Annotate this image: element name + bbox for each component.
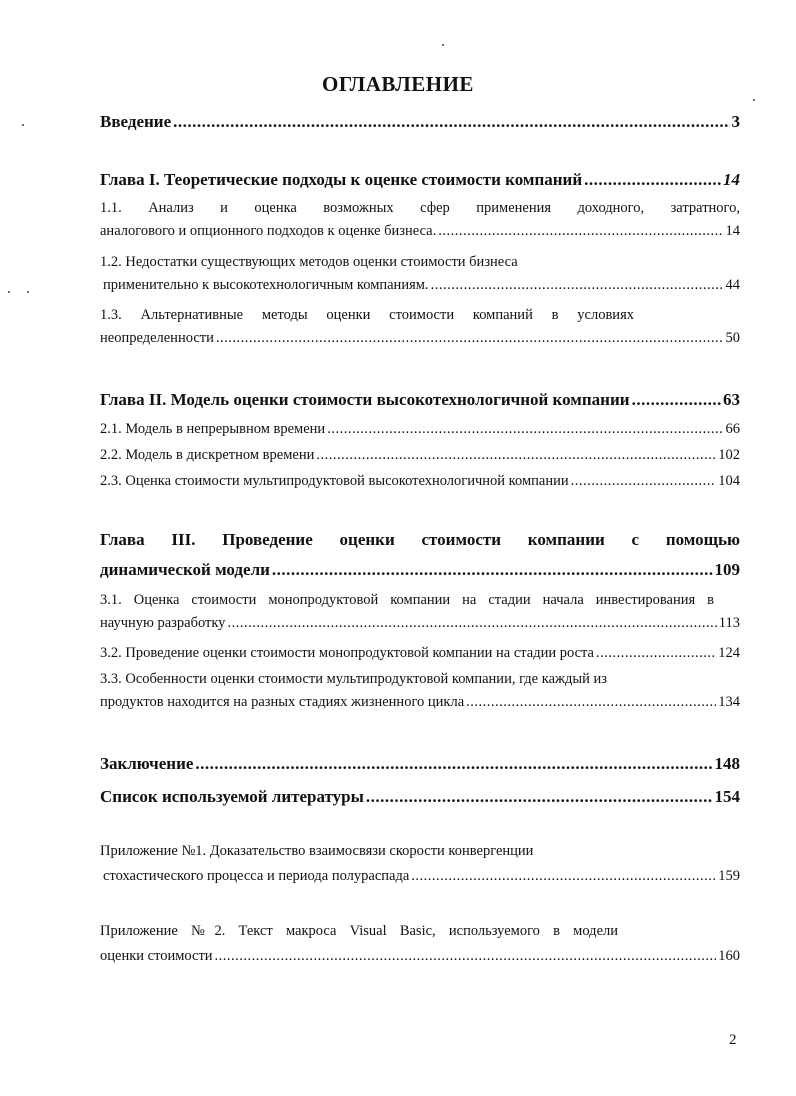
- dot-leader: [216, 330, 724, 347]
- toc-section-2-2-page: 102: [718, 447, 740, 463]
- dot-leader: [272, 560, 713, 580]
- toc-section-3-2-text: 3.2. Проведение оценки стоимости монопродуктовой компании на стадии роста: [100, 645, 594, 661]
- toc-references-label: Список используемой литературы: [100, 787, 364, 806]
- toc-appendix-2-line2: оценки стоимости: [100, 948, 213, 964]
- toc-section-1-2-line1: 1.2. Недостатки существующих методов оценки стоимости бизнеса: [100, 254, 518, 270]
- toc-chapter-3-line2: динамической модели: [100, 560, 270, 579]
- scan-speck: [8, 291, 10, 293]
- dot-leader: [215, 948, 717, 965]
- toc-chapter-1-page: 14: [723, 170, 740, 189]
- toc-section-2-1-text: 2.1. Модель в непрерывном времени: [100, 421, 326, 437]
- toc-appendix-2-line1: Приложение №2. Текст макроса Visual Basic, используемого в модели: [100, 923, 618, 939]
- toc-section-2-3-page: 104: [718, 473, 740, 489]
- toc-references-page: 154: [714, 787, 740, 806]
- toc-chapter-3[interactable]: [100, 530, 740, 580]
- toc-conclusion[interactable]: [100, 754, 740, 774]
- toc-section-1-2-line2: применительно к высокотехнологичным компаниям.: [103, 277, 429, 293]
- toc-references[interactable]: [100, 787, 740, 807]
- toc-section-3-1-line1: 3.1. Оценка стоимости монопродуктовой компании на стадии начала инвестирования в: [100, 592, 714, 608]
- toc-appendix-1[interactable]: [100, 843, 740, 885]
- toc-section-2-3[interactable]: [100, 473, 740, 490]
- dot-leader: [596, 645, 716, 662]
- toc-section-3-2[interactable]: [100, 645, 740, 662]
- toc-section-2-2-text: 2.2. Модель в дискретном времени: [100, 447, 315, 463]
- toc-intro-page: 3: [731, 112, 740, 131]
- toc-appendix-1-line1: Приложение №1. Доказательство взаимосвязи скорости конвергенции: [100, 843, 534, 859]
- toc-section-1-1-page: 14: [725, 223, 740, 239]
- toc-section-2-3-text: 2.3. Оценка стоимости мультипродуктовой высокотехнологичной компании: [100, 473, 569, 489]
- toc-intro-label: Введение: [100, 112, 172, 131]
- toc-appendix-1-page: 159: [718, 868, 740, 884]
- toc-section-1-1[interactable]: [100, 200, 740, 240]
- toc-section-3-1[interactable]: [100, 592, 740, 632]
- toc-section-1-1-line1: 1.1. Анализ и оценка возможных сфер применения доходного, затратного,: [100, 200, 740, 216]
- dot-leader: [173, 112, 729, 132]
- toc-section-3-3-line1: 3.3. Особенности оценки стоимости мультипродуктовой компании, где каждый из: [100, 671, 608, 687]
- toc-appendix-2[interactable]: [100, 923, 740, 965]
- toc-section-3-3-line2: продуктов находится на разных стадиях жизненного цикла: [100, 694, 465, 710]
- dot-leader: [411, 868, 716, 885]
- dot-leader: [466, 694, 716, 711]
- toc-chapter-2-page: 63: [723, 390, 740, 409]
- dot-leader: [195, 754, 712, 774]
- dot-leader: [327, 421, 723, 438]
- toc-chapter-1[interactable]: [100, 170, 740, 190]
- dot-leader: [584, 170, 721, 190]
- toc-section-1-2[interactable]: [100, 254, 740, 294]
- toc-appendix-1-line2: стохастического процесса и периода полураспада: [103, 868, 410, 884]
- toc-conclusion-label: Заключение: [100, 754, 194, 773]
- scan-speck: [27, 291, 29, 293]
- scan-speck: [22, 124, 24, 126]
- toc-section-2-1-page: 66: [725, 421, 740, 437]
- toc-section-2-2[interactable]: [100, 447, 740, 464]
- toc-section-1-3-line1: 1.3. Альтернативные методы оценки стоимости компаний в условиях: [100, 307, 634, 323]
- toc-section-2-1[interactable]: [100, 421, 740, 438]
- page-number: 2: [729, 1032, 737, 1048]
- toc-chapter-1-title: Глава I. Теоретические подходы к оценке стоимости компаний: [100, 170, 583, 189]
- toc-section-1-3-line2: неопределенности: [100, 330, 214, 346]
- toc-chapter-2[interactable]: [100, 390, 740, 410]
- dot-leader: [632, 390, 721, 410]
- toc-section-3-1-line2: научную разработку: [100, 615, 226, 631]
- toc-chapter-2-title: Глава II. Модель оценки стоимости высокотехнологичной компании: [100, 390, 630, 409]
- scan-speck: [442, 44, 444, 46]
- toc-section-3-3[interactable]: [100, 671, 740, 711]
- toc-section-1-2-page: 44: [725, 277, 740, 293]
- toc-section-1-3[interactable]: [100, 307, 740, 347]
- toc-section-1-3-page: 50: [725, 330, 740, 346]
- toc-section-3-3-page: 134: [718, 694, 740, 710]
- toc-chapter-3-line1: Глава III. Проведение оценки стоимости компании с помощью: [100, 530, 740, 549]
- dot-leader: [571, 473, 717, 490]
- toc-appendix-2-page: 160: [718, 948, 740, 964]
- dot-leader: [431, 277, 724, 294]
- toc-conclusion-page: 148: [714, 754, 740, 773]
- scan-speck: [753, 99, 755, 101]
- toc-intro[interactable]: [100, 112, 740, 132]
- page-title: ОГЛАВЛЕНИЕ: [322, 72, 474, 96]
- toc-section-1-1-line2: аналогового и опционного подходов к оценке бизнеса.: [100, 223, 437, 239]
- dot-leader: [227, 615, 716, 632]
- toc-section-3-2-page: 124: [718, 645, 740, 661]
- toc-chapter-3-page: 109: [714, 560, 740, 579]
- toc-section-3-1-page: 113: [718, 615, 740, 631]
- dot-leader: [316, 447, 716, 464]
- dot-leader: [438, 223, 723, 240]
- dot-leader: [366, 787, 713, 807]
